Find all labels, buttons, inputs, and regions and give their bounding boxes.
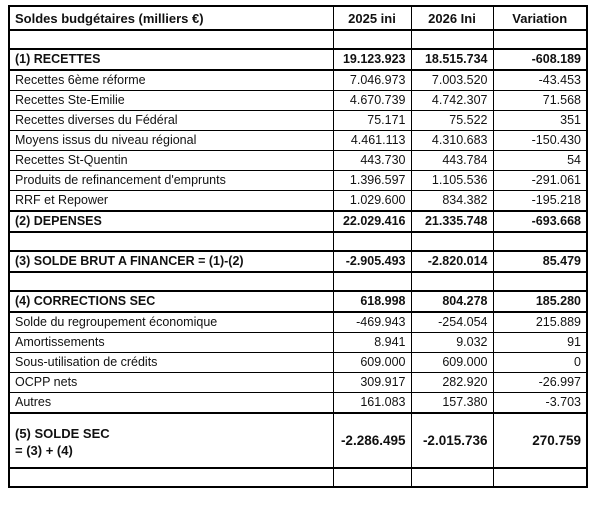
value-2026: 18.515.734	[411, 49, 493, 70]
section-row	[9, 251, 587, 272]
value-2026: 75.522	[411, 111, 493, 131]
value-2025: 22.029.416	[333, 211, 411, 232]
value-variation: 0	[493, 353, 587, 373]
row-label: Produits de refinancement d'emprunts	[9, 171, 333, 191]
value-2026: 9.032	[411, 333, 493, 353]
row-label-line2: = (3) + (4)	[15, 443, 73, 458]
value-variation: -43.453	[493, 70, 587, 91]
total-row	[9, 413, 587, 468]
spacer-cell	[333, 468, 411, 487]
table-row	[9, 70, 587, 91]
spacer-cell	[493, 272, 587, 291]
value-2026: -254.054	[411, 312, 493, 333]
spacer-cell	[411, 30, 493, 49]
row-label: (3) SOLDE BRUT A FINANCER = (1)-(2)	[9, 251, 333, 272]
row-label: Autres	[9, 393, 333, 414]
value-2026: 282.920	[411, 373, 493, 393]
table-row	[9, 91, 587, 111]
value-2026: 1.105.536	[411, 171, 493, 191]
value-2025: 4.670.739	[333, 91, 411, 111]
spacer-row	[9, 468, 587, 487]
value-2026: 804.278	[411, 291, 493, 312]
value-variation: 91	[493, 333, 587, 353]
spacer-cell	[493, 30, 587, 49]
spacer-cell	[493, 232, 587, 251]
value-variation: -26.997	[493, 373, 587, 393]
section-row	[9, 211, 587, 232]
budget-table	[8, 5, 588, 488]
spacer-cell	[411, 232, 493, 251]
value-variation: -693.668	[493, 211, 587, 232]
table-title-cell: Soldes budgétaires (milliers €)	[9, 6, 333, 30]
value-variation: 71.568	[493, 91, 587, 111]
value-2026: 4.742.307	[411, 91, 493, 111]
column-header-2026: 2026 Ini	[411, 6, 493, 30]
value-2025: 618.998	[333, 291, 411, 312]
table-row	[9, 171, 587, 191]
table-row	[9, 151, 587, 171]
spacer-cell	[9, 272, 333, 291]
value-variation: 185.280	[493, 291, 587, 312]
table-row	[9, 111, 587, 131]
value-variation: 270.759	[493, 413, 587, 468]
spacer-cell	[333, 30, 411, 49]
value-2025: -469.943	[333, 312, 411, 333]
table-row	[9, 333, 587, 353]
spacer-cell	[493, 468, 587, 487]
row-label	[9, 413, 333, 468]
spacer-row	[9, 232, 587, 251]
section-row	[9, 291, 587, 312]
budget-table-container	[8, 5, 586, 488]
table-row	[9, 373, 587, 393]
spacer-cell	[411, 468, 493, 487]
table-row	[9, 353, 587, 373]
row-label: (1) RECETTES	[9, 49, 333, 70]
spacer-cell	[411, 272, 493, 291]
table-row	[9, 393, 587, 414]
section-row	[9, 49, 587, 70]
value-2026: -2.820.014	[411, 251, 493, 272]
value-2026: 157.380	[411, 393, 493, 414]
value-variation: 215.889	[493, 312, 587, 333]
row-label: Amortissements	[9, 333, 333, 353]
value-variation: 351	[493, 111, 587, 131]
value-2025: 1.396.597	[333, 171, 411, 191]
row-label: Recettes 6ème réforme	[9, 70, 333, 91]
value-variation: -608.189	[493, 49, 587, 70]
column-header-2025: 2025 ini	[333, 6, 411, 30]
spacer-cell	[9, 468, 333, 487]
value-2025: 443.730	[333, 151, 411, 171]
table-row	[9, 312, 587, 333]
table-header-row	[9, 6, 587, 30]
value-2026: 443.784	[411, 151, 493, 171]
row-label: Moyens issus du niveau régional	[9, 131, 333, 151]
column-header-variation: Variation	[493, 6, 587, 30]
table-row	[9, 191, 587, 212]
value-2025: 161.083	[333, 393, 411, 414]
row-label: RRF et Repower	[9, 191, 333, 212]
value-2026: 609.000	[411, 353, 493, 373]
value-2026: 834.382	[411, 191, 493, 212]
value-variation: 54	[493, 151, 587, 171]
value-2026: 21.335.748	[411, 211, 493, 232]
value-variation: -291.061	[493, 171, 587, 191]
value-2026: 7.003.520	[411, 70, 493, 91]
row-label-line1: (5) SOLDE SEC	[15, 426, 110, 441]
row-label: Recettes diverses du Fédéral	[9, 111, 333, 131]
value-2025: 1.029.600	[333, 191, 411, 212]
value-2025: 7.046.973	[333, 70, 411, 91]
value-2025: 609.000	[333, 353, 411, 373]
spacer-cell	[9, 30, 333, 49]
row-label: Recettes Ste-Emilie	[9, 91, 333, 111]
row-label: Sous-utilisation de crédits	[9, 353, 333, 373]
spacer-cell	[333, 272, 411, 291]
value-variation: -150.430	[493, 131, 587, 151]
value-variation: -195.218	[493, 191, 587, 212]
row-label: OCPP nets	[9, 373, 333, 393]
spacer-row	[9, 30, 587, 49]
spacer-row	[9, 272, 587, 291]
row-label: Recettes St-Quentin	[9, 151, 333, 171]
table-row	[9, 131, 587, 151]
value-variation: 85.479	[493, 251, 587, 272]
value-2026: 4.310.683	[411, 131, 493, 151]
row-label: (4) CORRECTIONS SEC	[9, 291, 333, 312]
value-2025: 309.917	[333, 373, 411, 393]
value-2025: -2.286.495	[333, 413, 411, 468]
spacer-cell	[9, 232, 333, 251]
value-2025: 4.461.113	[333, 131, 411, 151]
value-2025: 8.941	[333, 333, 411, 353]
value-2025: 19.123.923	[333, 49, 411, 70]
row-label: (2) DEPENSES	[9, 211, 333, 232]
value-2025: 75.171	[333, 111, 411, 131]
row-label: Solde du regroupement économique	[9, 312, 333, 333]
value-variation: -3.703	[493, 393, 587, 414]
spacer-cell	[333, 232, 411, 251]
value-2025: -2.905.493	[333, 251, 411, 272]
value-2026: -2.015.736	[411, 413, 493, 468]
